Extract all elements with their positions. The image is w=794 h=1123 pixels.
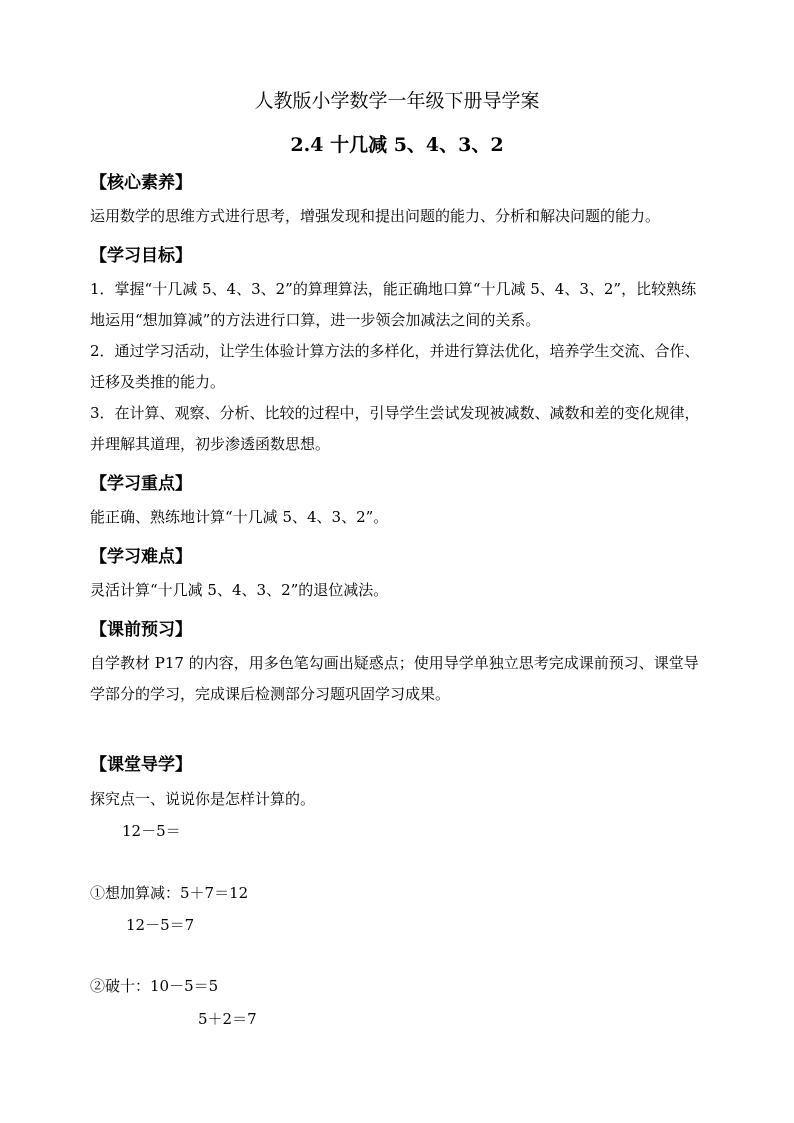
core-literacy-heading: 【核心素养】 [90,173,192,193]
preview-heading: 【课前预习】 [90,620,192,640]
preview-text: 自学教材 P17 的内容，用多色笔勾画出疑惑点；使用导学单独立思考完成课前预习、课堂导学部分的学习，完成课后检测部分习题巩固学习成果。 [90,654,699,703]
learning-goal-1: 1．掌握“十几减 5、4、3、2”的算理算法，能正确地口算“十几减 5、4、3、2”，比较熟练地运用“想加算减”的方法进行口算，进一步领会加减法之间的关系。 [90,280,697,329]
learning-goals-heading: 【学习目标】 [90,246,192,266]
difficulty-heading: 【学习难点】 [90,547,192,567]
method-break-ten-result: 5＋2＝7 [198,1010,257,1028]
key-point-text: 能正确、熟练地计算“十几减 5、4、3、2”。 [90,508,389,526]
expression-12-minus-5: 12－5＝ [122,822,181,840]
learning-goal-3: 3．在计算、观察、分析、比较的过程中，引导学生尝试发现被减数、减数和差的变化规律，并理解其道理，初步渗透函数思想。 [90,404,700,453]
method-break-ten: ②破十：10－5＝5 [90,977,219,995]
key-point-heading: 【学习重点】 [90,474,192,494]
difficulty-text: 灵活计算“十几减 5、4、3、2”的退位减法。 [90,581,389,599]
method-add-to-subtract-result: 12－5＝7 [126,916,195,934]
learning-goal-2: 2．通过学习活动，让学生体验计算方法的多样化，并进行算法优化，培养学生交流、合作、迁移及类推的能力。 [90,342,700,391]
document-title: 人教版小学数学一年级下册导学案 [254,90,540,112]
method-add-to-subtract: ①想加算减：5＋7＝12 [90,884,249,902]
classroom-guide-heading: 【课堂导学】 [90,755,192,775]
exploration-intro: 探究点一、说说你是怎样计算的。 [90,790,316,808]
lesson-title: 2.4 十几减 5、4、3、2 [290,134,504,156]
core-literacy-text: 运用数学的思维方式进行思考，增强发现和提出问题的能力、分析和解决问题的能力。 [90,207,661,225]
